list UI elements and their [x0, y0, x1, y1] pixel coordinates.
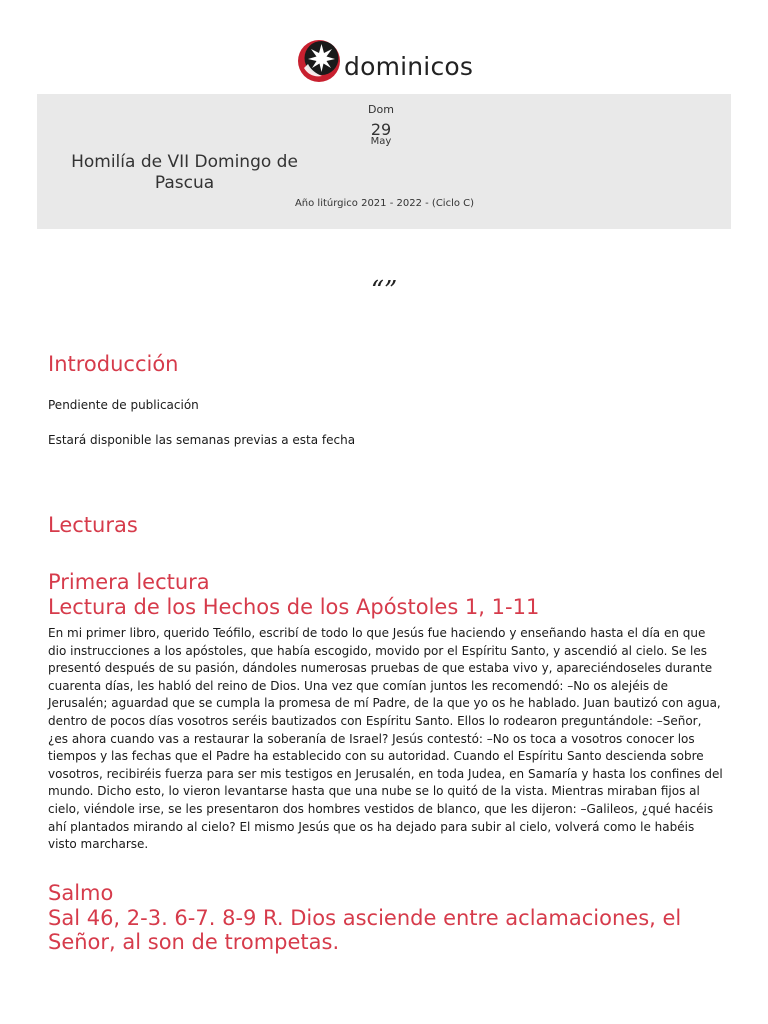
- page-title: Homilía de VII Domingo de Pascua: [71, 152, 298, 193]
- quote-marks: “”: [370, 276, 398, 306]
- date-day: 29: [370, 120, 392, 139]
- intro-pending-text: Pendiente de publicación: [48, 398, 199, 412]
- main-content: [48, 350, 728, 954]
- lecturas-heading: Lecturas: [48, 513, 138, 537]
- intro-availability-text: Estará disponible las semanas previas a esta fecha: [48, 433, 356, 447]
- homily-header-box: [37, 94, 731, 229]
- site-logo[interactable]: [296, 38, 473, 84]
- intro-heading: Introducción: [48, 352, 179, 376]
- salmo-heading: Salmo: [48, 880, 114, 905]
- date-month: May: [370, 136, 392, 147]
- liturgical-year: Año litúrgico 2021 - 2022 - (Ciclo C): [294, 198, 475, 209]
- primera-lectura-heading: Primera lectura: [48, 570, 210, 594]
- primera-lectura-text: En mi primer libro, querido Teófilo, escribí de todo lo que Jesús fue haciendo y enseñando hasta el día en que dio instrucciones a los apóstoles, que había escogido, movido por el Espíritu Santo, y ascendió al cielo. Se les presentó después de su pasión, dándoles numerosas pruebas de que estaba vivo y, apareciéndoseles durante cuarenta días, les habló del reino de Dios. Una vez que comían juntos les recomendó: –No os alejéis de Jerusalén; aguardad que se cumpla la promesa de mí Padre, de la que yo os he hablado. Juan bautizó con agua, dentro de pocos días vosotros seréis bautizados con Espíritu Santo. Ellos lo rodearon preguntándole: –Señor, ¿es ahora cuando vas a restaurar la soberanía de Israel? Jesús contestó: –No os toca a vosotros conocer los tiempos y las fechas que el Padre ha establecido con su autoridad. Cuando el Espíritu Santo descienda sobre vosotros, recibiréis fuerza para ser mis testigos en Jerusalén, en toda Judea, en Samaría y hasta los confines del mundo. Dicho esto, lo vieron levantarse hasta que una nube se lo quitó de la vista. Mientras miraban fijos al cielo, viéndole irse, se les presentaron dos hombres vestidos de blanco, que les dijeron: –Galileos, ¿qué hacéis ahí plantados mirando al cielo? El mismo Jesús que os ha dejado para subir al cielo, volverá como le habéis visto marcharse.: [48, 626, 723, 852]
- date-day-of-week: Dom: [368, 103, 394, 116]
- logo-text: dominicos: [344, 51, 474, 81]
- dominicos-star-logo-icon: [296, 38, 342, 84]
- primera-lectura-reference: Lectura de los Hechos de los Apóstoles 1, 1-11: [48, 595, 540, 619]
- salmo-reference: Sal 46, 2-3. 6-7. 8-9 R. Dios asciende entre aclamaciones, el Señor, al son de trompetas.: [48, 905, 682, 954]
